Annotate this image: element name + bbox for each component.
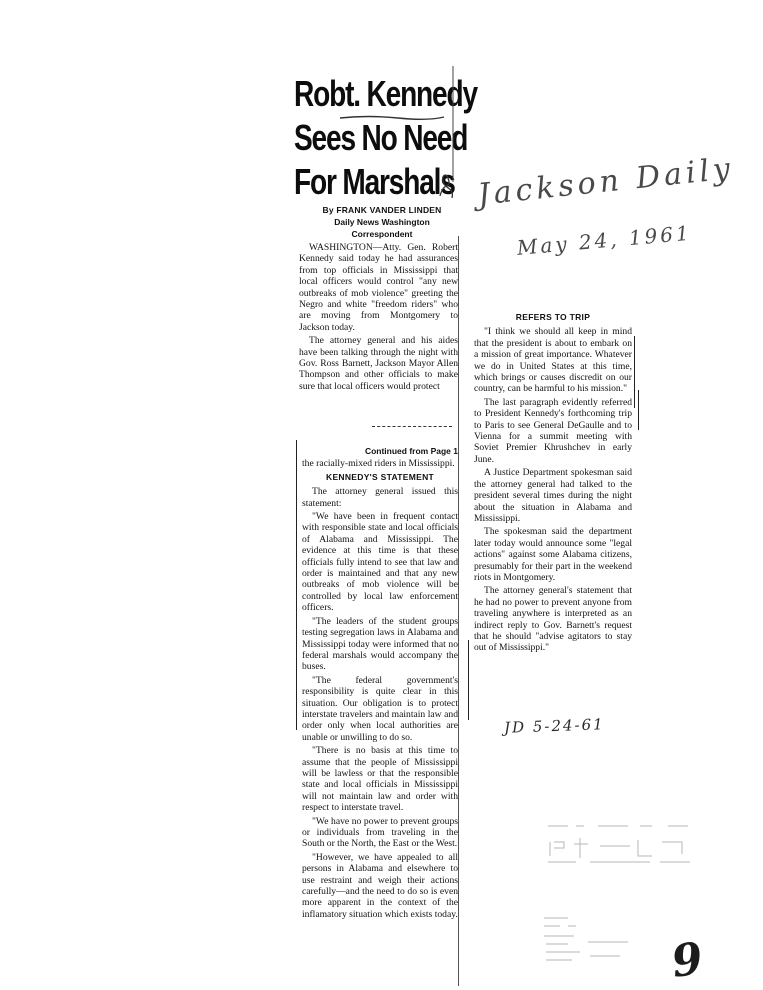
paragraph: "We have no power to prevent groups or individuals from traveling in the South or the North, the East or the West. — [302, 815, 458, 850]
column-rule-col2 — [634, 336, 635, 408]
headline-underline-mark — [338, 112, 448, 122]
headline-line-2: Sees No Need — [294, 117, 468, 158]
handwritten-page-number: 9 — [668, 933, 707, 988]
column-rule-left — [296, 440, 297, 730]
paragraph: The last paragraph evidently referred to President Kennedy's forthcoming trip to Paris to see General DeGaulle and to Vienna for a summit meeting with Soviet Premier Khrushchev in early June. — [474, 396, 632, 465]
headline-line-3: For Marshals — [294, 161, 455, 202]
paragraph: The attorney general issued this statement: — [302, 486, 458, 509]
continued-label: Continued from Page 1 — [364, 446, 458, 456]
handwritten-source: Jackson Daily — [476, 151, 736, 213]
column-1-continued — [302, 446, 458, 922]
column-rule-right — [458, 236, 459, 986]
byline — [302, 204, 462, 240]
faint-stamp-lower — [538, 912, 648, 968]
paragraph: "The leaders of the student groups testing segregation laws in Alabama and Mississippi today were informed that no federal marshals would accompany the buses. — [302, 615, 458, 673]
paragraph: The attorney general's statement that he had no power to prevent anyone from traveling anywhere is interpreted as an indirect reply to Gov. Barnett's request that he should "advise agitators to stay out of Mississippi." — [474, 585, 632, 654]
column-1-top — [299, 242, 458, 394]
paragraph: "However, we have appealed to all persons in Alabama and elsewhere to use restraint and weigh their actions carefully—and the need to do so is even more apparent in the context of the inflamatory situation which exists today. — [302, 851, 458, 920]
subhead-kennedys-statement: KENNEDY'S STATEMENT — [326, 471, 434, 482]
paragraph: WASHINGTON—Atty. Gen. Robert Kennedy said today he had assurances from top officials in Mississippi that local officers would control "any new outbreaks of mob violence" greeting the Negro and white "freedom riders" who are moving from Montgomery to Jackson today. — [299, 242, 458, 333]
headline-line-1: Robt. Kennedy — [294, 73, 477, 114]
paragraph: "There is no basis at this time to assume that the people of Mississippi will be lawless or that the responsible state and local officials in Mississippi will not maintain law and order with respect to interstate travel. — [302, 745, 458, 814]
paragraph: "I think we should all keep in mind that the president is about to embark on a mission of great importance. Whatever we do in United States at this time, which brings or causes discredit on our country, can be harmful to his mission." — [474, 326, 632, 395]
paragraph: The attorney general and his aides have been talking through the night with Gov. Ross Barnett, Jackson Mayor Allen Thompson and other officials to make sure that local officers would protect — [299, 335, 458, 392]
paragraph: the racially-mixed riders in Mississippi. — [302, 458, 455, 470]
byline-author: By FRANK VANDER LINDEN — [322, 205, 442, 215]
handwritten-initials: JD 5-24-61 — [503, 715, 605, 737]
byline-role: Correspondent — [351, 229, 413, 239]
paragraph: "We have been in frequent contact with responsible state and local officials of Alabama and Mississippi. The evidence at this time is that these officials fully intend to see that law and order is maintained and that any new outbreaks of mob violence will be controlled by local law enforcement officers. — [302, 511, 458, 614]
paragraph: "The federal government's responsibility is quite clear in this situation. Our obligation is to protect interstate travelers and maintain law and order only when local authorities are unable or unwilling to do so. — [302, 674, 458, 743]
section-divider — [372, 426, 452, 427]
column-rule-col2-left — [468, 640, 469, 720]
headline-margin-mark — [448, 64, 458, 184]
column-rule-col2b — [638, 390, 639, 430]
handwritten-date: May 24, 1961 — [516, 220, 693, 260]
headline-scribble-mark — [436, 170, 458, 200]
faint-stamp-upper — [540, 822, 700, 866]
paragraph: The spokesman said the department later today would announce some "legal actions" against some Alabama citizens, presumably for their part in the weekend riots in Montgomery. — [474, 526, 632, 583]
byline-paper: Daily News Washington — [334, 217, 430, 227]
subhead-refers-to-trip: REFERS TO TRIP — [515, 312, 591, 322]
paragraph: A Justice Department spokesman said the attorney general had talked to the president several times during the night about the situation in Alabama and Mississippi. — [474, 467, 632, 524]
column-2 — [474, 312, 632, 656]
